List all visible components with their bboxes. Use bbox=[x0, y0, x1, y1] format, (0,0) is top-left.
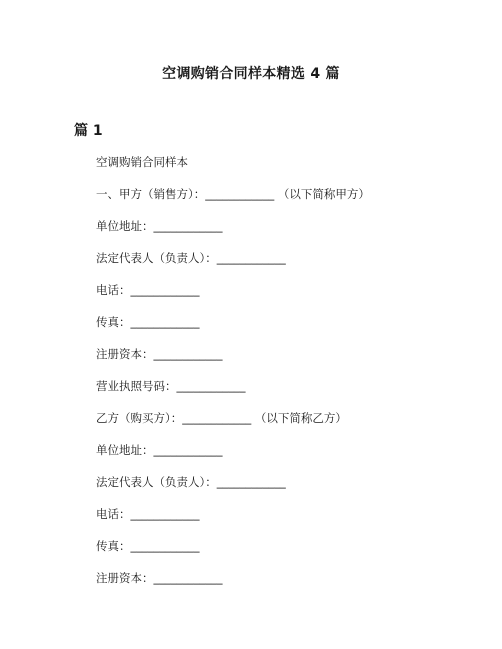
section-heading: 篇 1 bbox=[74, 123, 103, 139]
buyer-address-line: 单位地址：____________ bbox=[96, 443, 223, 457]
buyer-capital-line: 注册资本：____________ bbox=[96, 571, 223, 585]
seller-representative-line: 法定代表人（负责人）：____________ bbox=[96, 251, 286, 265]
contract-body bbox=[96, 153, 476, 601]
buyer-representative-line: 法定代表人（负责人）：____________ bbox=[96, 475, 286, 489]
seller-license-line: 营业执照号码：____________ bbox=[96, 379, 246, 393]
seller-capital-line: 注册资本：____________ bbox=[96, 347, 223, 361]
contract-name-line: 空调购销合同样本 bbox=[96, 155, 188, 169]
buyer-line: 乙方（购买方）：____________ （以下简称乙方） bbox=[96, 411, 347, 425]
seller-phone-line: 电话：____________ bbox=[96, 283, 200, 297]
seller-address-line: 单位地址：____________ bbox=[96, 219, 223, 233]
buyer-fax-line: 传真：____________ bbox=[96, 539, 200, 553]
document-title: 空调购销合同样本精选 4 篇 bbox=[162, 66, 340, 82]
seller-fax-line: 传真：____________ bbox=[96, 315, 200, 329]
seller-line: 一、甲方（销售方）：____________ （以下简称甲方） bbox=[96, 187, 370, 201]
buyer-phone-line: 电话：____________ bbox=[96, 507, 200, 521]
